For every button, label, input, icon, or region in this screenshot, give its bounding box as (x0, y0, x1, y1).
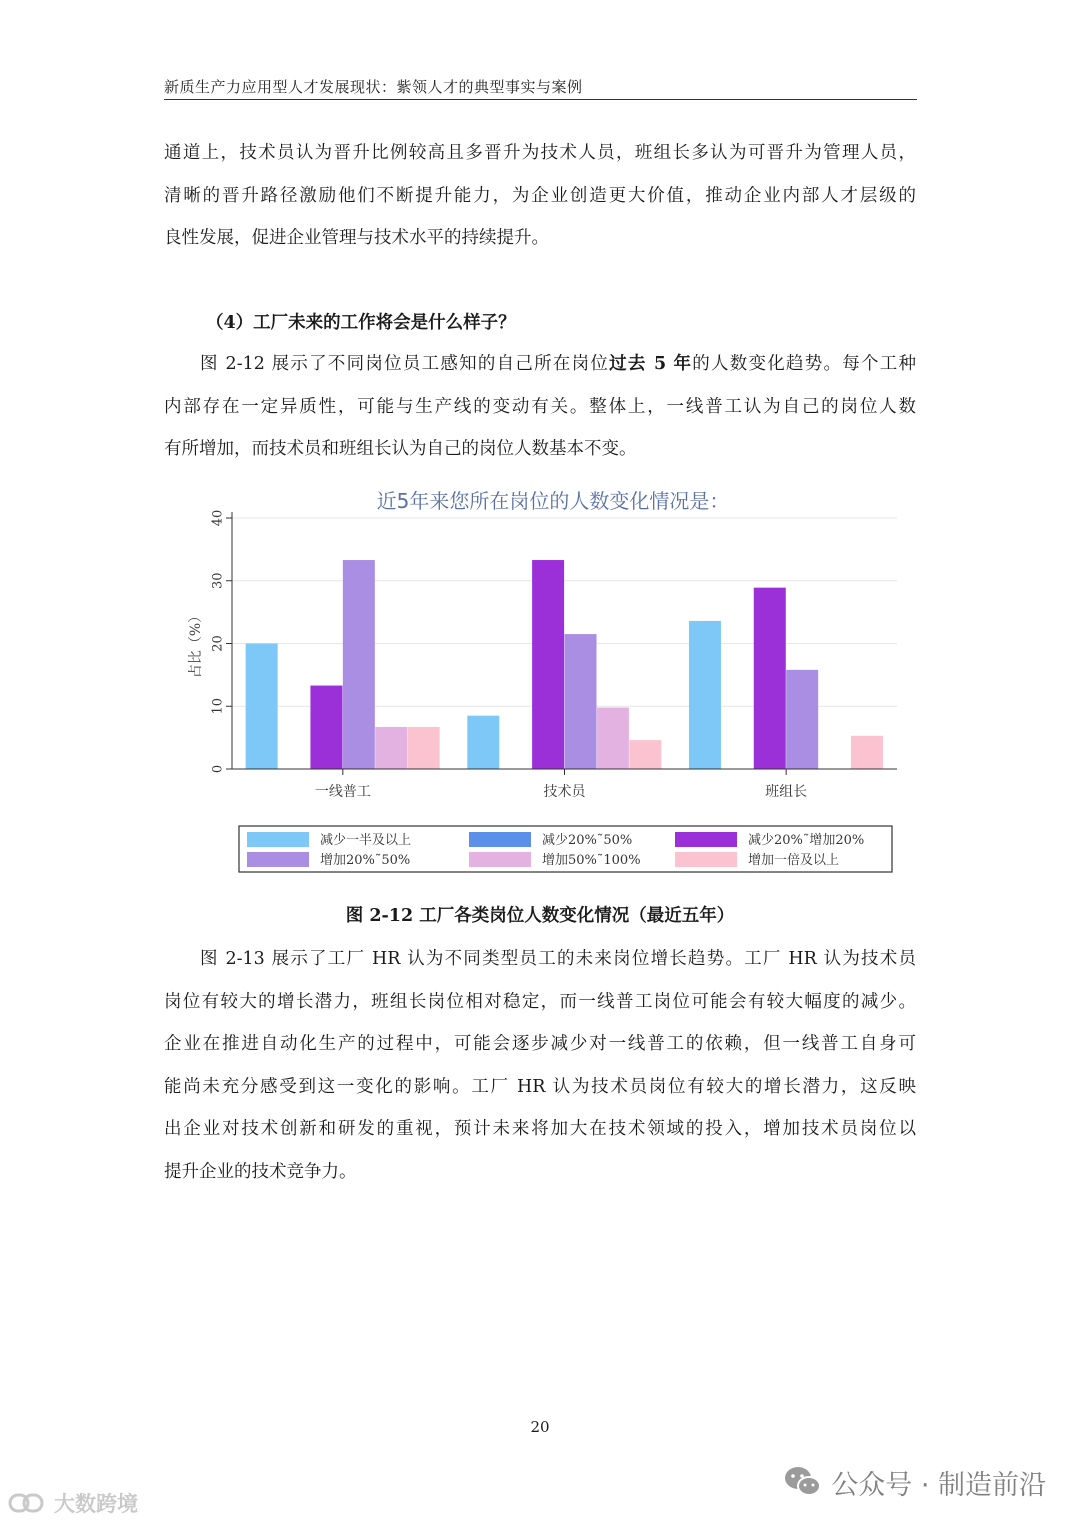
bar (689, 621, 721, 769)
caption-text: 工厂各类岗位人数变化情况（最近五年） (413, 906, 735, 926)
corner-watermark (8, 1488, 138, 1518)
y-tick-label: 0 (210, 764, 226, 774)
paragraph-line: 出企业对技术创新和研发的重视，预计未来将加大在技术领域的投入，增加技术员岗位以 (164, 1119, 916, 1139)
document-header-title: 新质生产力应用型人才发展现状：紫领人才的典型事实与案例 (164, 78, 583, 96)
paragraph-figure-2-12-intro (164, 343, 916, 471)
header-divider (164, 99, 917, 100)
y-tick-label: 30 (210, 572, 226, 590)
paragraph-line: 图 2-13 展示了工厂 HR 认为不同类型员工的未来岗位增长趋势。工厂 HR 认为技术员 (200, 949, 916, 969)
legend-swatch (675, 852, 737, 867)
legend-label: 减少20%˜50% (542, 833, 633, 848)
bar (375, 727, 407, 769)
y-tick-label: 40 (210, 509, 226, 527)
bar (786, 670, 818, 769)
bar (343, 560, 375, 769)
x-tick-label: 技术员 (543, 784, 586, 800)
wechat-icon (783, 1464, 823, 1500)
link-logo-icon (8, 1491, 50, 1515)
paragraph-line: 内部存在一定异质性，可能与生产线的变动有关。整体上，一线普工认为自己的岗位人数 (164, 396, 916, 417)
x-tick-label: 班组长 (765, 784, 808, 800)
paragraph-figure-2-13 (164, 938, 916, 1193)
wechat-watermark-text: 公众号 · 制造前沿 (831, 1469, 1046, 1501)
paragraph-line: 企业在推进自动化生产的过程中，可能会逐步减少对一线普工的依赖，但一线普工自身可 (164, 1034, 916, 1054)
bar-chart-figure-2-12 (170, 478, 910, 878)
legend-swatch (469, 832, 531, 847)
section-heading: （4）工厂未来的工作将会是什么样子？ (206, 313, 516, 333)
bar (565, 634, 597, 769)
bar (754, 588, 786, 769)
caption-prefix: 图 (345, 906, 370, 926)
bar (467, 716, 499, 769)
bar (310, 686, 342, 769)
paragraph-line: 通道上，技术员认为晋升比例较高且多晋升为技术人员，班组长多认为可晋升为管理人员， (164, 143, 916, 163)
bar (851, 736, 883, 769)
paragraph-text: 的人数变化趋势。每个工种 (692, 354, 916, 374)
chart-bars (246, 560, 883, 769)
legend-label: 增加20%˜50% (320, 853, 411, 868)
legend-swatch (247, 852, 309, 867)
wechat-watermark (783, 1462, 1046, 1502)
legend-label: 增加50%˜100% (542, 853, 641, 868)
y-tick-label: 10 (210, 697, 226, 715)
paragraph-line: 岗位有较大的增长潜力，班组长岗位相对稳定，而一线普工岗位可能会有较大幅度的减少。 (164, 991, 916, 1012)
y-tick-label: 20 (210, 635, 226, 652)
caption-number: 2-12 (369, 906, 414, 926)
paragraph-line: 良性发展，促进企业管理与技术水平的持续提升。 (164, 228, 549, 248)
legend-label: 增加一倍及以上 (748, 853, 840, 868)
page-number: 20 (530, 1418, 550, 1436)
paragraph-line: 能尚未充分感受到这一变化的影响。工厂 HR 认为技术员岗位有较大的增长潜力，这反映 (164, 1076, 916, 1097)
y-axis-label: 占比（%） (188, 608, 204, 679)
paragraph-bold-text: 过去 5 年 (609, 354, 693, 374)
bar-chart-svg (170, 478, 910, 878)
paragraph-promotion (164, 132, 916, 260)
legend-swatch (469, 852, 531, 867)
legend-swatch (675, 832, 737, 847)
paragraph-line (164, 343, 916, 386)
paragraph-text: 图 2-12 展示了不同岗位员工感知的自己所在岗位 (200, 354, 610, 374)
paragraph-line: 有所增加，而技术员和班组长认为自己的岗位人数基本不变。 (164, 439, 637, 459)
x-tick-label: 一线普工 (314, 784, 371, 800)
bar (408, 727, 440, 769)
paragraph-line: 清晰的晋升路径激励他们不断提升能力，为企业创造更大价值，推动企业内部人才层级的 (164, 185, 916, 206)
bar (532, 560, 564, 769)
legend-swatch (247, 832, 309, 847)
chart-legend (239, 826, 892, 872)
paragraph-line: 提升企业的技术竞争力。 (164, 1161, 357, 1182)
figure-caption (0, 902, 1080, 930)
chart-title: 近5年来您所在岗位的人数变化情况是： (376, 489, 730, 513)
bar (246, 644, 278, 770)
legend-label: 减少20%˜增加20% (748, 833, 865, 848)
bar (597, 708, 629, 769)
corner-watermark-text: 大数跨境 (54, 1492, 138, 1516)
bar (629, 740, 661, 769)
legend-label: 减少一半及以上 (320, 833, 412, 848)
